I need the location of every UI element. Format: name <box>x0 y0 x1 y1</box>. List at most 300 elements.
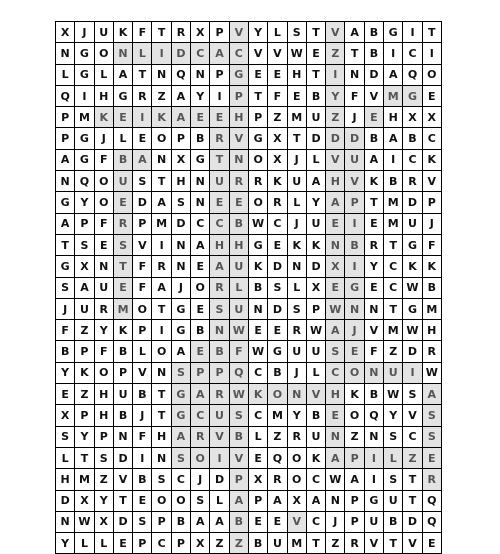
grid-cell[interactable]: T <box>384 533 403 554</box>
grid-cell[interactable]: C <box>307 512 326 533</box>
grid-cell[interactable]: P <box>133 320 152 341</box>
grid-cell[interactable]: P <box>114 363 133 384</box>
grid-cell[interactable]: U <box>307 427 326 448</box>
grid-cell[interactable]: E <box>365 107 384 128</box>
grid-cell[interactable]: A <box>268 491 287 512</box>
grid-cell[interactable]: W <box>326 469 345 490</box>
grid-cell[interactable]: N <box>152 150 171 171</box>
grid-cell[interactable]: E <box>114 192 133 213</box>
grid-cell[interactable]: F <box>423 235 442 256</box>
grid-cell[interactable]: H <box>95 384 114 405</box>
grid-cell[interactable]: Z <box>152 86 171 107</box>
grid-cell[interactable]: S <box>152 469 171 490</box>
grid-cell[interactable]: D <box>114 512 133 533</box>
grid-cell[interactable]: W <box>249 341 268 362</box>
grid-cell[interactable]: H <box>230 107 249 128</box>
grid-cell[interactable]: X <box>56 405 75 426</box>
grid-cell[interactable]: O <box>95 363 114 384</box>
grid-cell[interactable]: R <box>133 86 152 107</box>
grid-cell[interactable]: B <box>403 128 422 149</box>
grid-cell[interactable]: R <box>423 341 442 362</box>
grid-cell[interactable]: A <box>326 448 345 469</box>
grid-cell[interactable]: D <box>114 448 133 469</box>
grid-cell[interactable]: D <box>345 128 364 149</box>
grid-cell[interactable]: F <box>133 22 152 43</box>
grid-cell[interactable]: J <box>191 469 210 490</box>
grid-cell[interactable]: B <box>191 320 210 341</box>
grid-cell[interactable]: T <box>288 128 307 149</box>
grid-cell[interactable]: T <box>384 235 403 256</box>
grid-cell[interactable]: V <box>365 320 384 341</box>
grid-cell[interactable]: C <box>423 128 442 149</box>
grid-cell[interactable]: S <box>95 448 114 469</box>
grid-cell[interactable]: Y <box>307 192 326 213</box>
grid-cell[interactable]: F <box>95 341 114 362</box>
grid-cell[interactable]: S <box>75 235 94 256</box>
grid-cell[interactable]: D <box>210 469 229 490</box>
grid-cell[interactable]: A <box>191 235 210 256</box>
grid-cell[interactable]: Q <box>423 512 442 533</box>
grid-cell[interactable]: S <box>384 427 403 448</box>
grid-cell[interactable]: O <box>345 363 364 384</box>
grid-cell[interactable]: L <box>133 43 152 64</box>
grid-cell[interactable]: Z <box>95 469 114 490</box>
grid-cell[interactable]: E <box>268 512 287 533</box>
grid-cell[interactable]: G <box>249 235 268 256</box>
grid-cell[interactable]: B <box>345 235 364 256</box>
grid-cell[interactable]: N <box>191 171 210 192</box>
grid-cell[interactable]: L <box>288 192 307 213</box>
grid-cell[interactable]: N <box>249 299 268 320</box>
grid-cell[interactable]: S <box>326 341 345 362</box>
grid-cell[interactable]: A <box>230 491 249 512</box>
grid-cell[interactable]: L <box>268 22 287 43</box>
grid-cell[interactable]: T <box>133 65 152 86</box>
grid-cell[interactable]: J <box>56 299 75 320</box>
grid-cell[interactable]: A <box>172 427 191 448</box>
grid-cell[interactable]: B <box>114 150 133 171</box>
grid-cell[interactable]: R <box>172 22 191 43</box>
grid-cell[interactable]: O <box>95 192 114 213</box>
grid-cell[interactable]: L <box>75 533 94 554</box>
grid-cell[interactable]: P <box>345 448 364 469</box>
grid-cell[interactable]: B <box>191 128 210 149</box>
grid-cell[interactable]: P <box>423 192 442 213</box>
grid-cell[interactable]: G <box>75 150 94 171</box>
grid-cell[interactable]: D <box>403 341 422 362</box>
grid-cell[interactable]: I <box>384 43 403 64</box>
grid-cell[interactable]: B <box>365 43 384 64</box>
grid-cell[interactable]: H <box>172 171 191 192</box>
grid-cell[interactable]: P <box>172 128 191 149</box>
grid-cell[interactable]: V <box>288 512 307 533</box>
grid-cell[interactable]: D <box>307 128 326 149</box>
grid-cell[interactable]: S <box>172 192 191 213</box>
grid-cell[interactable]: C <box>249 405 268 426</box>
grid-cell[interactable]: Q <box>365 405 384 426</box>
grid-cell[interactable]: U <box>268 533 287 554</box>
grid-cell[interactable]: V <box>133 363 152 384</box>
grid-cell[interactable]: J <box>95 128 114 149</box>
grid-cell[interactable]: C <box>191 214 210 235</box>
grid-cell[interactable]: F <box>95 150 114 171</box>
grid-cell[interactable]: Q <box>268 448 287 469</box>
grid-cell[interactable]: A <box>326 320 345 341</box>
grid-cell[interactable]: I <box>152 235 171 256</box>
grid-cell[interactable]: A <box>210 512 229 533</box>
grid-cell[interactable]: G <box>75 128 94 149</box>
grid-cell[interactable]: Z <box>210 533 229 554</box>
grid-cell[interactable]: X <box>95 512 114 533</box>
grid-cell[interactable]: Y <box>56 363 75 384</box>
grid-cell[interactable]: T <box>152 299 171 320</box>
grid-cell[interactable]: V <box>249 43 268 64</box>
grid-cell[interactable]: C <box>191 43 210 64</box>
grid-cell[interactable]: N <box>191 192 210 213</box>
grid-cell[interactable]: I <box>75 86 94 107</box>
grid-cell[interactable]: A <box>345 469 364 490</box>
grid-cell[interactable]: S <box>268 278 287 299</box>
grid-cell[interactable]: D <box>56 491 75 512</box>
grid-cell[interactable]: T <box>114 256 133 277</box>
grid-cell[interactable]: T <box>307 65 326 86</box>
grid-cell[interactable]: G <box>172 405 191 426</box>
grid-cell[interactable]: P <box>75 214 94 235</box>
grid-cell[interactable]: B <box>365 22 384 43</box>
grid-cell[interactable]: A <box>307 491 326 512</box>
grid-cell[interactable]: L <box>133 341 152 362</box>
grid-cell[interactable]: Y <box>326 86 345 107</box>
grid-cell[interactable]: F <box>56 320 75 341</box>
grid-cell[interactable]: A <box>56 150 75 171</box>
grid-cell[interactable]: U <box>114 171 133 192</box>
grid-cell[interactable]: R <box>268 469 287 490</box>
grid-cell[interactable]: S <box>288 299 307 320</box>
grid-cell[interactable]: M <box>384 320 403 341</box>
grid-cell[interactable]: E <box>191 341 210 362</box>
grid-cell[interactable]: A <box>172 86 191 107</box>
grid-cell[interactable]: Z <box>326 533 345 554</box>
grid-cell[interactable]: E <box>230 192 249 213</box>
grid-cell[interactable]: A <box>365 150 384 171</box>
grid-cell[interactable]: G <box>365 491 384 512</box>
grid-cell[interactable]: O <box>133 299 152 320</box>
grid-cell[interactable]: U <box>210 405 229 426</box>
grid-cell[interactable]: H <box>95 405 114 426</box>
grid-cell[interactable]: K <box>249 256 268 277</box>
grid-cell[interactable]: R <box>210 278 229 299</box>
grid-cell[interactable]: P <box>210 65 229 86</box>
grid-cell[interactable]: N <box>345 299 364 320</box>
grid-cell[interactable]: I <box>326 65 345 86</box>
grid-cell[interactable]: W <box>326 299 345 320</box>
grid-cell[interactable]: J <box>288 214 307 235</box>
grid-cell[interactable]: P <box>152 512 171 533</box>
grid-cell[interactable]: C <box>403 150 422 171</box>
grid-cell[interactable]: I <box>345 214 364 235</box>
grid-cell[interactable]: G <box>403 86 422 107</box>
grid-cell[interactable]: O <box>249 192 268 213</box>
grid-cell[interactable]: N <box>56 43 75 64</box>
grid-cell[interactable]: T <box>307 533 326 554</box>
grid-cell[interactable]: P <box>172 533 191 554</box>
grid-cell[interactable]: L <box>56 65 75 86</box>
grid-cell[interactable]: O <box>152 128 171 149</box>
grid-cell[interactable]: B <box>384 512 403 533</box>
grid-cell[interactable]: V <box>268 43 287 64</box>
grid-cell[interactable]: G <box>191 150 210 171</box>
grid-cell[interactable]: H <box>95 86 114 107</box>
grid-cell[interactable]: T <box>365 192 384 213</box>
grid-cell[interactable]: B <box>114 341 133 362</box>
grid-cell[interactable]: A <box>191 384 210 405</box>
grid-cell[interactable]: D <box>172 43 191 64</box>
grid-cell[interactable]: T <box>403 469 422 490</box>
grid-cell[interactable]: F <box>230 341 249 362</box>
grid-cell[interactable]: E <box>326 214 345 235</box>
grid-cell[interactable]: Z <box>345 427 364 448</box>
grid-cell[interactable]: X <box>75 256 94 277</box>
grid-cell[interactable]: B <box>114 405 133 426</box>
grid-cell[interactable]: F <box>133 256 152 277</box>
grid-cell[interactable]: I <box>210 86 229 107</box>
grid-cell[interactable]: U <box>384 363 403 384</box>
grid-cell[interactable]: K <box>423 256 442 277</box>
grid-cell[interactable]: Q <box>403 65 422 86</box>
grid-cell[interactable]: P <box>230 469 249 490</box>
grid-cell[interactable]: C <box>172 469 191 490</box>
grid-cell[interactable]: K <box>114 320 133 341</box>
grid-cell[interactable]: T <box>152 171 171 192</box>
grid-cell[interactable]: F <box>95 214 114 235</box>
grid-cell[interactable]: L <box>230 278 249 299</box>
grid-cell[interactable]: D <box>403 512 422 533</box>
grid-cell[interactable]: A <box>307 171 326 192</box>
grid-cell[interactable]: D <box>307 256 326 277</box>
grid-cell[interactable]: R <box>249 171 268 192</box>
grid-cell[interactable]: C <box>268 214 287 235</box>
grid-cell[interactable]: T <box>307 22 326 43</box>
grid-cell[interactable]: H <box>56 469 75 490</box>
grid-cell[interactable]: U <box>75 299 94 320</box>
grid-cell[interactable]: E <box>268 235 287 256</box>
grid-cell[interactable]: A <box>133 150 152 171</box>
grid-cell[interactable]: S <box>172 448 191 469</box>
grid-cell[interactable]: I <box>152 43 171 64</box>
grid-cell[interactable]: W <box>403 278 422 299</box>
grid-cell[interactable]: E <box>423 448 442 469</box>
grid-cell[interactable]: X <box>191 533 210 554</box>
grid-cell[interactable]: A <box>423 384 442 405</box>
grid-cell[interactable]: N <box>326 427 345 448</box>
grid-cell[interactable]: U <box>114 384 133 405</box>
grid-cell[interactable]: M <box>75 469 94 490</box>
grid-cell[interactable]: U <box>345 150 364 171</box>
grid-cell[interactable]: O <box>288 469 307 490</box>
grid-cell[interactable]: B <box>133 384 152 405</box>
grid-cell[interactable]: E <box>114 107 133 128</box>
grid-cell[interactable]: I <box>210 448 229 469</box>
grid-cell[interactable]: X <box>75 491 94 512</box>
grid-cell[interactable]: U <box>288 341 307 362</box>
grid-cell[interactable]: B <box>230 427 249 448</box>
grid-cell[interactable]: Q <box>75 171 94 192</box>
grid-cell[interactable]: A <box>210 43 229 64</box>
grid-cell[interactable]: H <box>326 384 345 405</box>
grid-cell[interactable]: E <box>210 192 229 213</box>
grid-cell[interactable]: C <box>307 469 326 490</box>
grid-cell[interactable]: T <box>114 491 133 512</box>
grid-cell[interactable]: T <box>345 43 364 64</box>
grid-cell[interactable]: N <box>56 171 75 192</box>
grid-cell[interactable]: Z <box>326 43 345 64</box>
grid-cell[interactable]: C <box>191 405 210 426</box>
grid-cell[interactable]: R <box>288 427 307 448</box>
grid-cell[interactable]: W <box>249 214 268 235</box>
grid-cell[interactable]: U <box>230 299 249 320</box>
grid-cell[interactable]: S <box>423 405 442 426</box>
grid-cell[interactable]: Z <box>268 107 287 128</box>
grid-cell[interactable]: P <box>230 86 249 107</box>
grid-cell[interactable]: N <box>95 256 114 277</box>
grid-cell[interactable]: E <box>326 278 345 299</box>
grid-cell[interactable]: G <box>268 341 287 362</box>
grid-cell[interactable]: S <box>384 469 403 490</box>
grid-cell[interactable]: C <box>249 363 268 384</box>
grid-cell[interactable]: X <box>249 469 268 490</box>
grid-cell[interactable]: S <box>56 278 75 299</box>
grid-cell[interactable]: G <box>56 192 75 213</box>
grid-cell[interactable]: O <box>191 448 210 469</box>
grid-cell[interactable]: E <box>191 107 210 128</box>
grid-cell[interactable]: T <box>152 405 171 426</box>
grid-cell[interactable]: N <box>345 65 364 86</box>
grid-cell[interactable]: J <box>172 278 191 299</box>
grid-cell[interactable]: N <box>326 235 345 256</box>
grid-cell[interactable]: P <box>249 491 268 512</box>
grid-cell[interactable]: E <box>210 107 229 128</box>
grid-cell[interactable]: L <box>384 448 403 469</box>
grid-cell[interactable]: V <box>423 171 442 192</box>
grid-cell[interactable]: R <box>288 320 307 341</box>
grid-cell[interactable]: P <box>345 192 364 213</box>
grid-cell[interactable]: V <box>307 384 326 405</box>
grid-cell[interactable]: Y <box>384 405 403 426</box>
grid-cell[interactable]: P <box>95 427 114 448</box>
grid-cell[interactable]: B <box>384 171 403 192</box>
grid-cell[interactable]: P <box>249 107 268 128</box>
grid-cell[interactable]: I <box>403 363 422 384</box>
grid-cell[interactable]: J <box>326 512 345 533</box>
grid-cell[interactable]: R <box>95 299 114 320</box>
grid-cell[interactable]: A <box>384 128 403 149</box>
grid-cell[interactable]: E <box>95 235 114 256</box>
grid-cell[interactable]: C <box>152 533 171 554</box>
grid-cell[interactable]: S <box>230 405 249 426</box>
grid-cell[interactable]: C <box>403 427 422 448</box>
grid-cell[interactable]: R <box>210 128 229 149</box>
grid-cell[interactable]: P <box>345 491 364 512</box>
grid-cell[interactable]: U <box>403 214 422 235</box>
grid-cell[interactable]: S <box>114 235 133 256</box>
grid-cell[interactable]: A <box>326 192 345 213</box>
grid-cell[interactable]: K <box>152 107 171 128</box>
grid-cell[interactable]: H <box>288 65 307 86</box>
grid-cell[interactable]: O <box>172 491 191 512</box>
grid-cell[interactable]: P <box>191 363 210 384</box>
grid-cell[interactable]: Z <box>384 341 403 362</box>
grid-cell[interactable]: T <box>75 448 94 469</box>
grid-cell[interactable]: M <box>384 86 403 107</box>
grid-cell[interactable]: J <box>423 214 442 235</box>
grid-cell[interactable]: X <box>268 150 287 171</box>
grid-cell[interactable]: X <box>268 128 287 149</box>
grid-cell[interactable]: P <box>345 512 364 533</box>
grid-cell[interactable]: Z <box>230 533 249 554</box>
grid-cell[interactable]: L <box>249 427 268 448</box>
grid-cell[interactable]: G <box>403 235 422 256</box>
grid-cell[interactable]: W <box>423 363 442 384</box>
grid-cell[interactable]: N <box>326 491 345 512</box>
grid-cell[interactable]: G <box>249 128 268 149</box>
grid-cell[interactable]: T <box>152 22 171 43</box>
grid-cell[interactable]: P <box>210 22 229 43</box>
grid-cell[interactable]: J <box>75 22 94 43</box>
grid-cell[interactable]: G <box>75 65 94 86</box>
grid-cell[interactable]: I <box>152 320 171 341</box>
grid-cell[interactable]: K <box>249 384 268 405</box>
grid-cell[interactable]: V <box>345 171 364 192</box>
grid-cell[interactable]: K <box>114 22 133 43</box>
grid-cell[interactable]: E <box>268 320 287 341</box>
grid-cell[interactable]: M <box>423 299 442 320</box>
grid-cell[interactable]: H <box>210 235 229 256</box>
grid-cell[interactable]: L <box>288 278 307 299</box>
grid-cell[interactable]: O <box>152 491 171 512</box>
grid-cell[interactable]: L <box>95 533 114 554</box>
grid-cell[interactable]: T <box>210 150 229 171</box>
grid-cell[interactable]: M <box>268 405 287 426</box>
grid-cell[interactable]: V <box>133 235 152 256</box>
grid-cell[interactable]: E <box>326 405 345 426</box>
grid-cell[interactable]: S <box>133 171 152 192</box>
grid-cell[interactable]: M <box>384 192 403 213</box>
grid-cell[interactable]: D <box>133 192 152 213</box>
grid-cell[interactable]: O <box>249 150 268 171</box>
grid-cell[interactable]: E <box>365 278 384 299</box>
grid-cell[interactable]: N <box>114 43 133 64</box>
grid-cell[interactable]: W <box>230 384 249 405</box>
grid-cell[interactable]: V <box>403 533 422 554</box>
grid-cell[interactable]: X <box>288 491 307 512</box>
grid-cell[interactable]: P <box>307 299 326 320</box>
grid-cell[interactable]: N <box>172 256 191 277</box>
grid-cell[interactable]: G <box>172 384 191 405</box>
grid-cell[interactable]: E <box>249 65 268 86</box>
grid-cell[interactable]: B <box>249 533 268 554</box>
grid-cell[interactable]: T <box>423 22 442 43</box>
grid-cell[interactable]: J <box>288 150 307 171</box>
grid-cell[interactable]: N <box>365 299 384 320</box>
grid-cell[interactable]: A <box>191 512 210 533</box>
grid-cell[interactable]: R <box>423 469 442 490</box>
grid-cell[interactable]: Z <box>326 107 345 128</box>
grid-cell[interactable]: U <box>365 512 384 533</box>
grid-cell[interactable]: A <box>172 107 191 128</box>
grid-cell[interactable]: U <box>307 341 326 362</box>
grid-cell[interactable]: S <box>210 299 229 320</box>
grid-cell[interactable]: B <box>423 278 442 299</box>
